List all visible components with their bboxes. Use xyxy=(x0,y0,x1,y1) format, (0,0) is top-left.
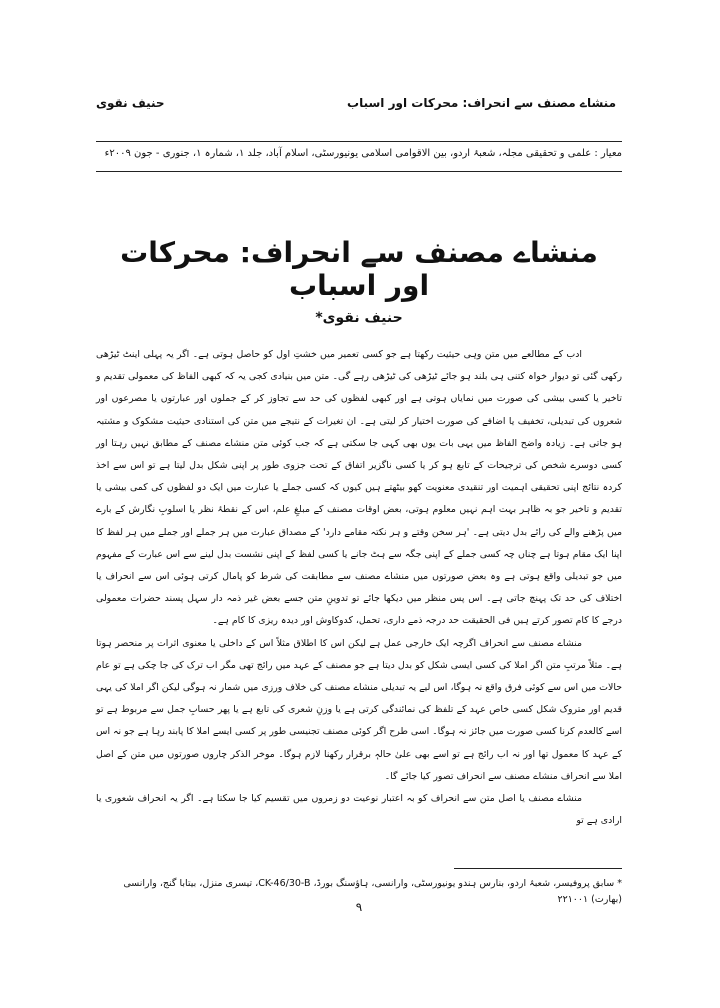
article-author: حنیف نقوی* xyxy=(315,310,403,326)
body-paragraph: منشاے مصنف یا اصل متن سے انحراف کو بہ اعتبار نوعیت دو زمروں میں تقسیم کیا جا سکتا ہے۔ اگر یہ انحراف شعوری یا ارادی ہے تو xyxy=(96,793,622,827)
journal-citation: معیار : علمی و تحقیقی مجلہ، شعبۂ اردو، بین الاقوامی اسلامی یونیورسٹی، اسلام آباد، جلد ۱، شمارہ ۱، جنوری - جون ۲۰۰۹ء xyxy=(104,148,622,159)
footnote: * سابق پروفیسر، شعبۂ اردو، بنارس ہندو یونیورسٹی، وارانسی، ہاؤسنگ بورڈ، CK-46/30-B، تیسری منزل، بیتابا گنج، وارانسی (بھارت) ۲۲۱۰۰۱ xyxy=(123,878,622,905)
article-title: منشاے مصنف سے انحراف: محرکات اور اسباب xyxy=(120,236,598,302)
running-header-title: منشاے مصنف سے انحراف: محرکات اور اسباب xyxy=(347,96,616,110)
article-body xyxy=(96,344,622,832)
body-paragraph: منشاے مصنف سے انحراف اگرچہ ایک خارجی عمل ہے لیکن اس کا اطلاق مثلاً اس کے داخلی یا معنوی اثرات پر منحصر ہوتا ہے۔ مثلاً مرتبِ متن اگر املا کی کسی ایسی شکل کو بدل دیتا ہے جو مصنف کے عہد میں رائج تھی مگر اب ترک کی جا چکی ہے تو عام حالات میں اس سے کوئی فرق واقع نہ ہوگا، اس لیے یہ تبدیلی منشاے مصنف کی خلاف ورزی میں شمار نہ ہوگی لیکن اگر املا کی یہی قدیم اور متروک شکل کسی خاص عہد کے تلفظ کی نمائندگی کرتی ہے یا وزنِ شعری کی تابع ہے یا پھر حسابِ جمل سے مربوط ہے تو اسے کالعدم کرنا کسی صورت میں جائز نہ ہوگا۔ اسی طرح اگر کوئی مصنف تجنیسی طور پر کسی ایسے املا کا پابند رہا ہے جو نہ اس کے عہد کا معمول تھا اور نہ اب رائج ہے تو اسے بھی علیٰ حالہٖ برقرار رکھنا لازم ہوگا۔ موخر الذکر چاروں صورتوں میں متن کے اصل املا سے انحراف منشاے مصنف سے انحراف تصور کیا جائے گا۔ xyxy=(96,637,622,782)
page-number: ۹ xyxy=(355,900,363,914)
running-header-author: حنیف نقوی xyxy=(96,96,165,110)
top-divider xyxy=(96,141,622,142)
bottom-divider xyxy=(96,171,622,172)
body-paragraph: ادب کے مطالعے میں متن وہی حیثیت رکھتا ہے جو کسی تعمیر میں خشتِ اول کو حاصل ہوتی ہے۔ اگر یہ پہلی اینٹ ٹیڑھی رکھی گئی تو دیوار خواہ کتنی ہی بلند ہو جائے ٹیڑھی کی ٹیڑھی رہے گی۔ متن میں بنیادی کجی یہ کہ کبھی الفاظ کی معمولی تقدیم و تاخیر یا کسی بیشی کی صورت میں نمایاں ہوتی ہے اور کبھی لفظوں کی حد سے تجاوز کر کے جملوں اور عبارتوں یا مصرعوں اور شعروں کی تبدیلی، تخفیف یا اضافے کی صورت اختیار کر لیتی ہے۔ ان تغیرات کے نتیجے میں متن کی استنادی حیثیت مشکوک و مشتبہ ہو جاتی ہے۔ زیادہ واضح الفاظ میں یہی بات یوں بھی کہی جا سکتی ہے کہ جب کوئی متن منشاے مصنف کے مطابق نہیں رہتا اور کسی دوسرے شخص کی ترجیحات کے تابع ہو کر یا کسی ناگزیر اتفاق کے تحت جزوی طور پر اپنی شکل بدل لیتا ہے تو اس سے اخذ کردہ نتائج اپنی تحقیقی اہمیت اور تنقیدی معنویت کھو بیٹھتے ہیں کیوں کہ کسی جملے یا عبارت میں ایک دو لفظوں کی کمی بیشی یا تقدیم و تاخیر جو بہ ظاہر بہت اہم نہیں معلوم ہوتی، بعض اوقات مصنف کے مبلغِ علم، اس کے نقطۂ نظر یا اسلوبِ نگارش کے بارے میں پڑھنے والے کی رائے بدل دیتی ہے۔ 'ہر سخن وقتے و ہر نکتہ مقامے دارد' کے مصداق عبارت میں ہر جملے اور جملے میں ہر لفظ کا اپنا ایک مقام ہوتا ہے چناں چہ کسی جملے کے اپنی جگہ سے ہٹ جانے یا کسی لفظ کے اپنی نشست بدل لینے سے اس عبارت کے مفہوم میں جو تبدیلی واقع ہوتی ہے وہ بعض صورتوں میں منشاے مصنف سے مطابقت کی شرط کو پامال کرتی ہوئی اس سے انحراف یا اختلاف کی حد تک پہنچ جاتی ہے۔ اس پس منظر میں دیکھا جائے تو تدوینِ متن جسے بعض غیر ذمہ دار سہل پسند حضرات معمولی درجے کا کام تصور کرتے ہیں فی الحقیقت حد درجہ ذمے داری، تحمل، کدوکاوش اور دیدہ ریزی کا کام ہے۔ xyxy=(96,349,622,627)
footnote-divider xyxy=(454,868,622,869)
